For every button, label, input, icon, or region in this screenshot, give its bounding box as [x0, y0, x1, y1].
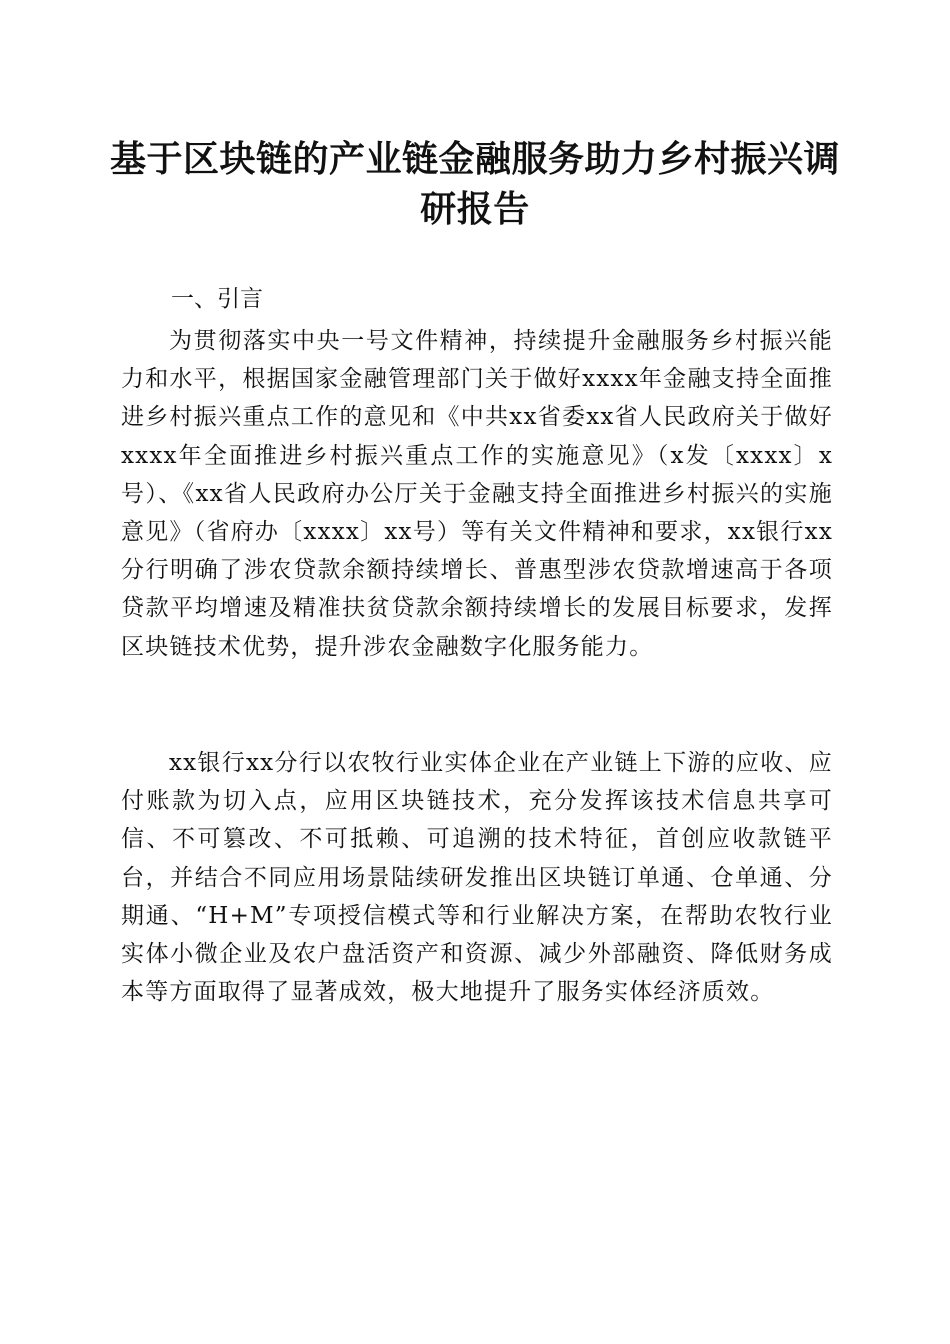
section-heading-introduction: 一、引言: [171, 286, 263, 312]
document-title: 基于区块链的产业链金融服务助力乡村振兴调研报告: [110, 138, 841, 230]
introduction-paragraph-1: 为贯彻落实中央一号文件精神，持续提升金融服务乡村振兴能力和水平，根据国家金融管理部门关于做好xxxx年金融支持全面推进乡村振兴重点工作的意见和《中共xx省委xx省人民政府关于做好xxxx年全面推进乡村振兴重点工作的实施意见》（x发〔xxxx〕x号）、《xx省人民政府办公厅关于金融支持全面推进乡村振兴的实施意见》（省府办〔xxxx〕xx号）等有关文件精神和要求，xx银行xx分行明确了涉农贷款余额持续增长、普惠型涉农贷款增速高于各项贷款平均增速及精准扶贫贷款余额持续增长的发展目标要求，发挥区块链技术优势，提升涉农金融数字化服务能力。: [121, 328, 833, 660]
introduction-paragraph-2: xx银行xx分行以农牧行业实体企业在产业链上下游的应收、应付账款为切入点，应用区块链技术，充分发挥该技术信息共享可信、不可篡改、不可抵赖、可追溯的技术特征，首创应收款链平台，并结合不同应用场景陆续研发推出区块链订单通、仓单通、分期通、“H+M”专项授信模式等和行业解决方案，在帮助农牧行业实体小微企业及农户盘活资产和资源、减少外部融资、降低财务成本等方面取得了显著成效，极大地提升了服务实体经济质效。: [121, 750, 833, 1006]
